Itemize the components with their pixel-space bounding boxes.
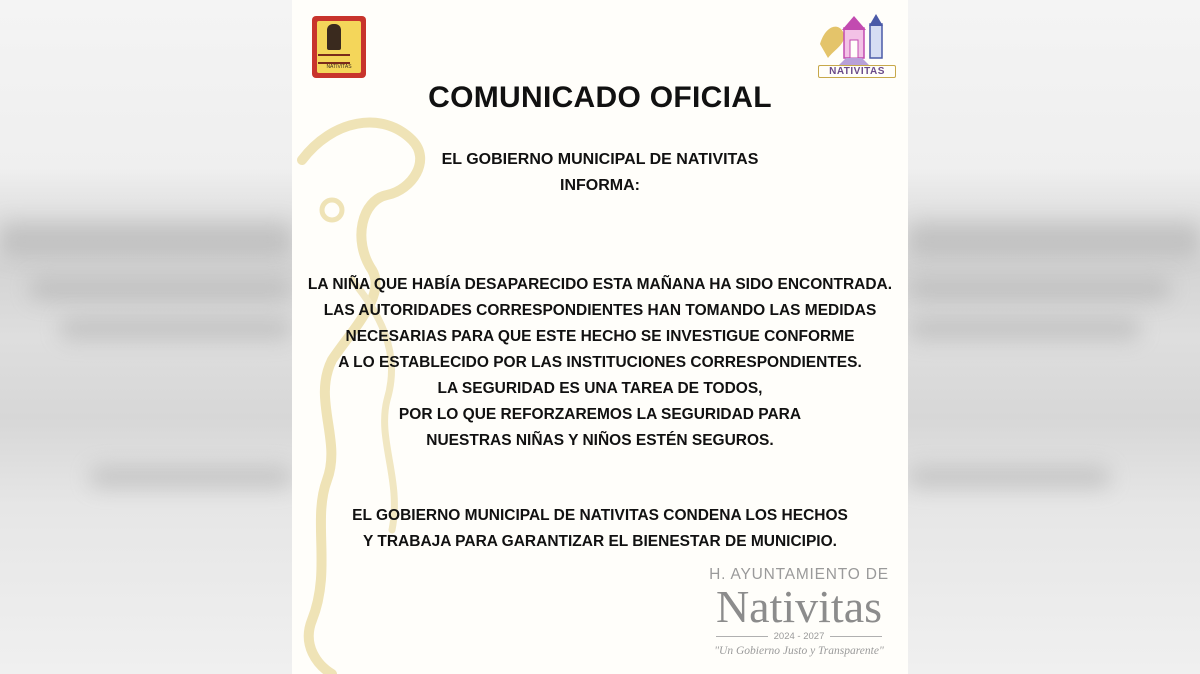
- closing-line: Y TRABAJA PARA GARANTIZAR EL BIENESTAR DE MUNICIPIO.: [363, 533, 837, 550]
- statement-body: [292, 272, 908, 454]
- subtitle-line: EL GOBIERNO MUNICIPAL DE NATIVITAS: [441, 151, 759, 168]
- closing-line: EL GOBIERNO MUNICIPAL DE NATIVITAS CONDENA LOS HECHOS: [352, 507, 848, 524]
- ayuntamiento-footer-logo: [694, 566, 904, 657]
- ayuntamiento-label: H. AYUNTAMIENTO DE: [709, 566, 889, 583]
- statement-closing: [292, 503, 908, 555]
- statement-title: COMUNICADO OFICIAL: [428, 81, 772, 114]
- body-line: NECESARIAS PARA QUE ESTE HECHO SE INVESTIGUE CONFORME: [345, 328, 855, 345]
- nativitas-church-logo: [814, 14, 896, 80]
- divider: [716, 636, 768, 637]
- official-statement-document: [292, 0, 908, 674]
- body-line: LA SEGURIDAD ES UNA TAREA DE TODOS,: [437, 380, 763, 397]
- church-icon: [814, 14, 896, 68]
- statement-subtitle: [292, 147, 908, 199]
- body-line: LAS AUTORIDADES CORRESPONDIENTES HAN TOMANDO LAS MEDIDAS: [323, 302, 877, 319]
- subtitle-line: INFORMA:: [560, 177, 640, 194]
- body-line: POR LO QUE REFORZAREMOS LA SEGURIDAD PARA: [398, 406, 802, 423]
- period-row: [694, 631, 904, 642]
- nativitas-logo-word: NATIVITAS: [818, 65, 896, 78]
- body-line: LA NIÑA QUE HABÍA DESAPARECIDO ESTA MAÑANA HA SIDO ENCONTRADA.: [307, 276, 893, 293]
- divider: [830, 636, 882, 637]
- government-slogan: "Un Gobierno Justo y Transparente": [714, 645, 884, 657]
- seal-caption: NATIVITAS: [326, 64, 352, 70]
- municipal-seal-logo: [312, 16, 366, 78]
- administration-period: 2024 - 2027: [773, 631, 825, 642]
- municipality-name: Nativitas: [715, 581, 883, 632]
- blurred-background-left: [0, 0, 292, 674]
- blurred-background-right: [908, 0, 1200, 674]
- body-line: A LO ESTABLECIDO POR LAS INSTITUCIONES CORRESPONDIENTES.: [338, 354, 862, 371]
- body-line: NUESTRAS NIÑAS Y NIÑOS ESTÉN SEGUROS.: [426, 432, 774, 449]
